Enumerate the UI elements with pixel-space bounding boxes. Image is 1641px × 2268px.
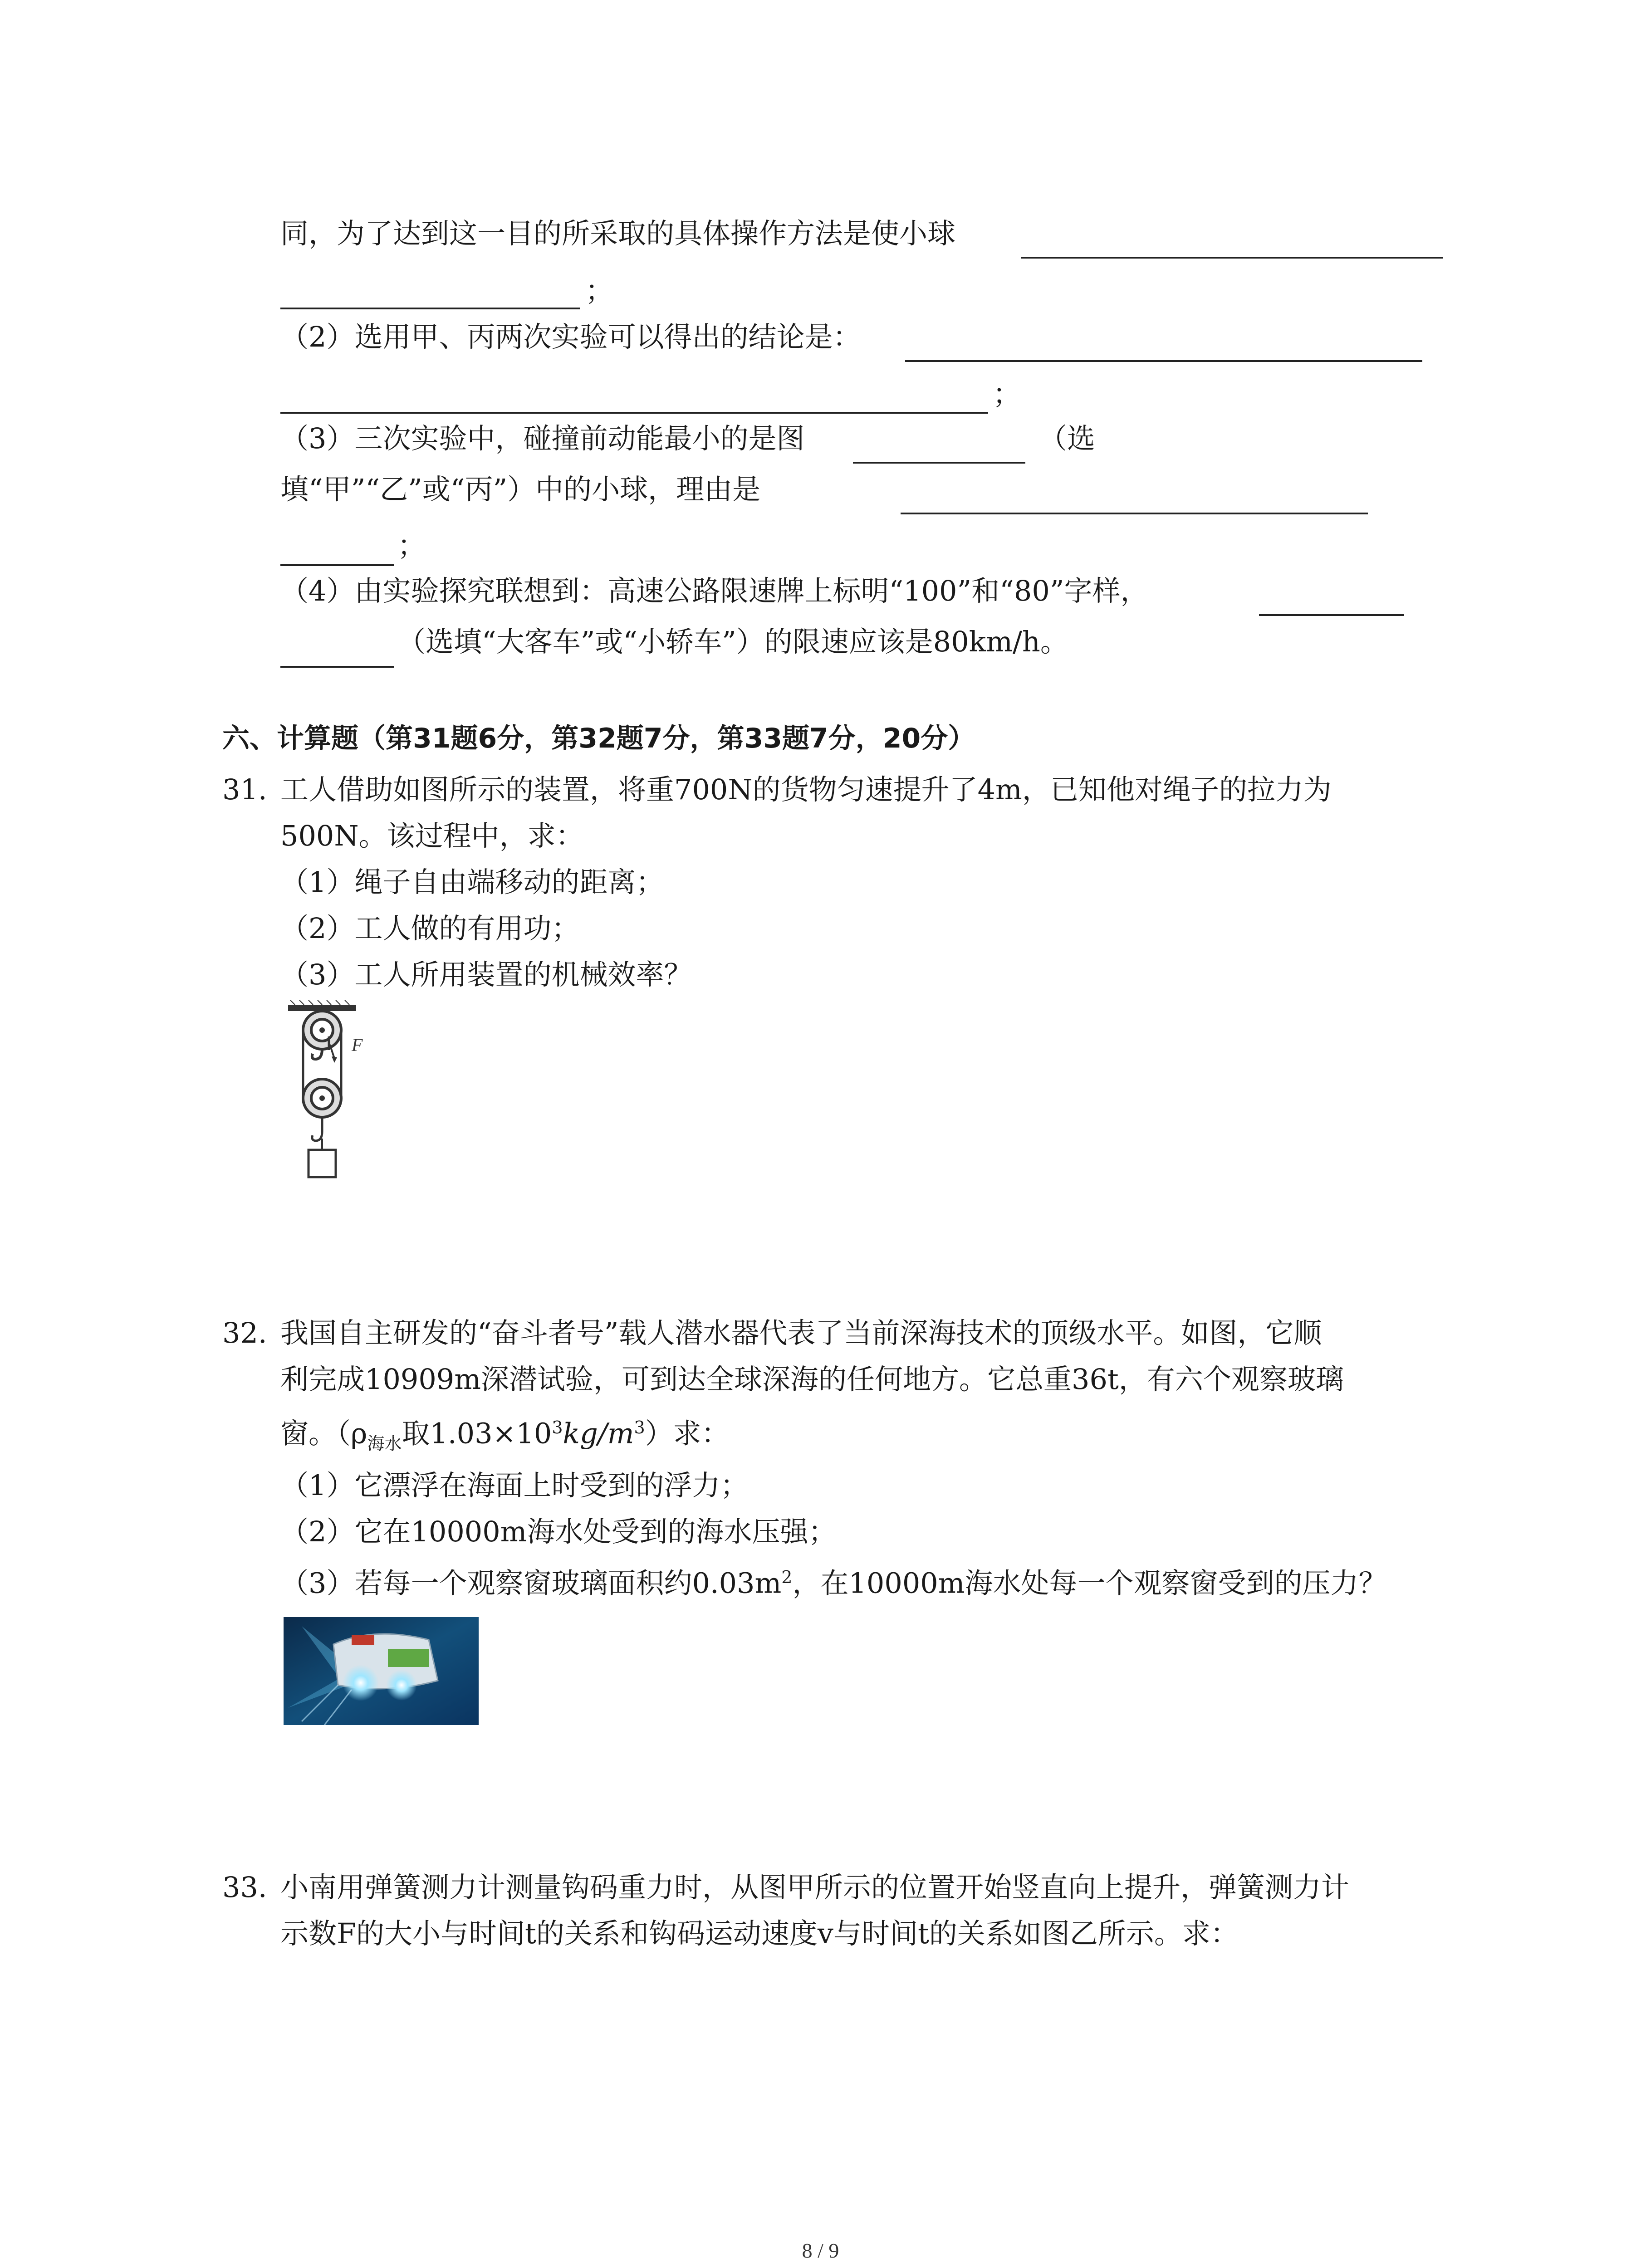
q30-blank-2[interactable] [905, 335, 1422, 362]
q30-sub2-end: ； [993, 377, 1021, 411]
q30-blank-4[interactable] [1259, 589, 1404, 616]
q30-blank-2b[interactable] [280, 386, 988, 414]
q32-number: 32. [222, 1316, 267, 1349]
q32-line3: 窗。（$\rho_{海水}$取$1.03\times 10^3kg/m^3$）求： [280, 1417, 730, 1454]
q31-number: 31. [222, 773, 267, 806]
q30-line2-end: ； [585, 274, 614, 307]
section6-heading: 六、计算题（第31题6分，第32题7分，第33题7分，20分） [222, 723, 975, 754]
q30-blank-3b[interactable] [901, 487, 1368, 514]
q31-sub2: （2）工人做的有用功； [280, 912, 580, 945]
q31-sub1: （1）绳子自由端移动的距离； [280, 865, 664, 899]
q30-blank-1[interactable] [1021, 231, 1443, 259]
q32-line2: 利完成10909m深潜试验，可到达全球深海的任何地方。它总重36t，有六个观察玻璃 [280, 1363, 1344, 1396]
q30-sub3-paren: （选 [1039, 422, 1096, 455]
q30-sub2: （2）选用甲、丙两次实验可以得出的结论是： [280, 320, 861, 353]
q32-sub3: （3）若每一个观察窗玻璃面积约$0.03m^2$，在10000m海水处每一个观察窗受到的压力？ [280, 1566, 1387, 1600]
q33-line1: 小南用弹簧测力计测量钩码重力时，从图甲所示的位置开始竖直向上提升，弹簧测力计 [280, 1871, 1350, 1904]
q30-blank-4b[interactable] [280, 640, 394, 668]
q33-number: 33. [222, 1871, 267, 1904]
q30-sub3-line2: 填“甲”“乙”或“丙”）中的小球，理由是 [280, 473, 761, 506]
pulley-figure [279, 1000, 388, 1182]
q32-line1: 我国自主研发的“奋斗者号”载人潜水器代表了当前深海技术的顶级水平。如图，它顺 [280, 1316, 1322, 1349]
q30-sub3-end: ； [397, 529, 426, 562]
force-label: F [352, 1035, 363, 1055]
q33-line2: 示数F的大小与时间t的关系和钩码运动速度v与时间t的关系如图乙所示。求： [280, 1917, 1239, 1950]
q30-blank-3[interactable] [853, 436, 1025, 464]
q32-sub1: （1）它漂浮在海面上时受到的浮力； [280, 1469, 749, 1502]
q30-sub4: （4）由实验探究联想到：高速公路限速牌上标明“100”和“80”字样， [280, 574, 1149, 607]
q30-sub4-line2: （选填“大客车”或“小轿车”）的限速应该是80km/h。 [397, 625, 1068, 658]
q30-sub3: （3）三次实验中，碰撞前动能最小的是图 [280, 422, 805, 455]
q30-line1: 同，为了达到这一目的所采取的具体操作方法是使小球 [280, 217, 956, 250]
page-number: 8 / 9 [802, 2239, 839, 2262]
submersible-image [284, 1617, 479, 1725]
q32-sub2: （2）它在10000m海水处受到的海水压强； [280, 1515, 837, 1548]
q30-blank-1b[interactable] [280, 282, 580, 309]
q30-blank-3c[interactable] [280, 539, 394, 566]
q31-sub3: （3）工人所用装置的机械效率？ [280, 958, 692, 991]
q31-line2: 500N。该过程中，求： [280, 819, 584, 852]
q31-line1: 工人借助如图所示的装置，将重700N的货物匀速提升了4m，已知他对绳子的拉力为 [280, 773, 1332, 806]
